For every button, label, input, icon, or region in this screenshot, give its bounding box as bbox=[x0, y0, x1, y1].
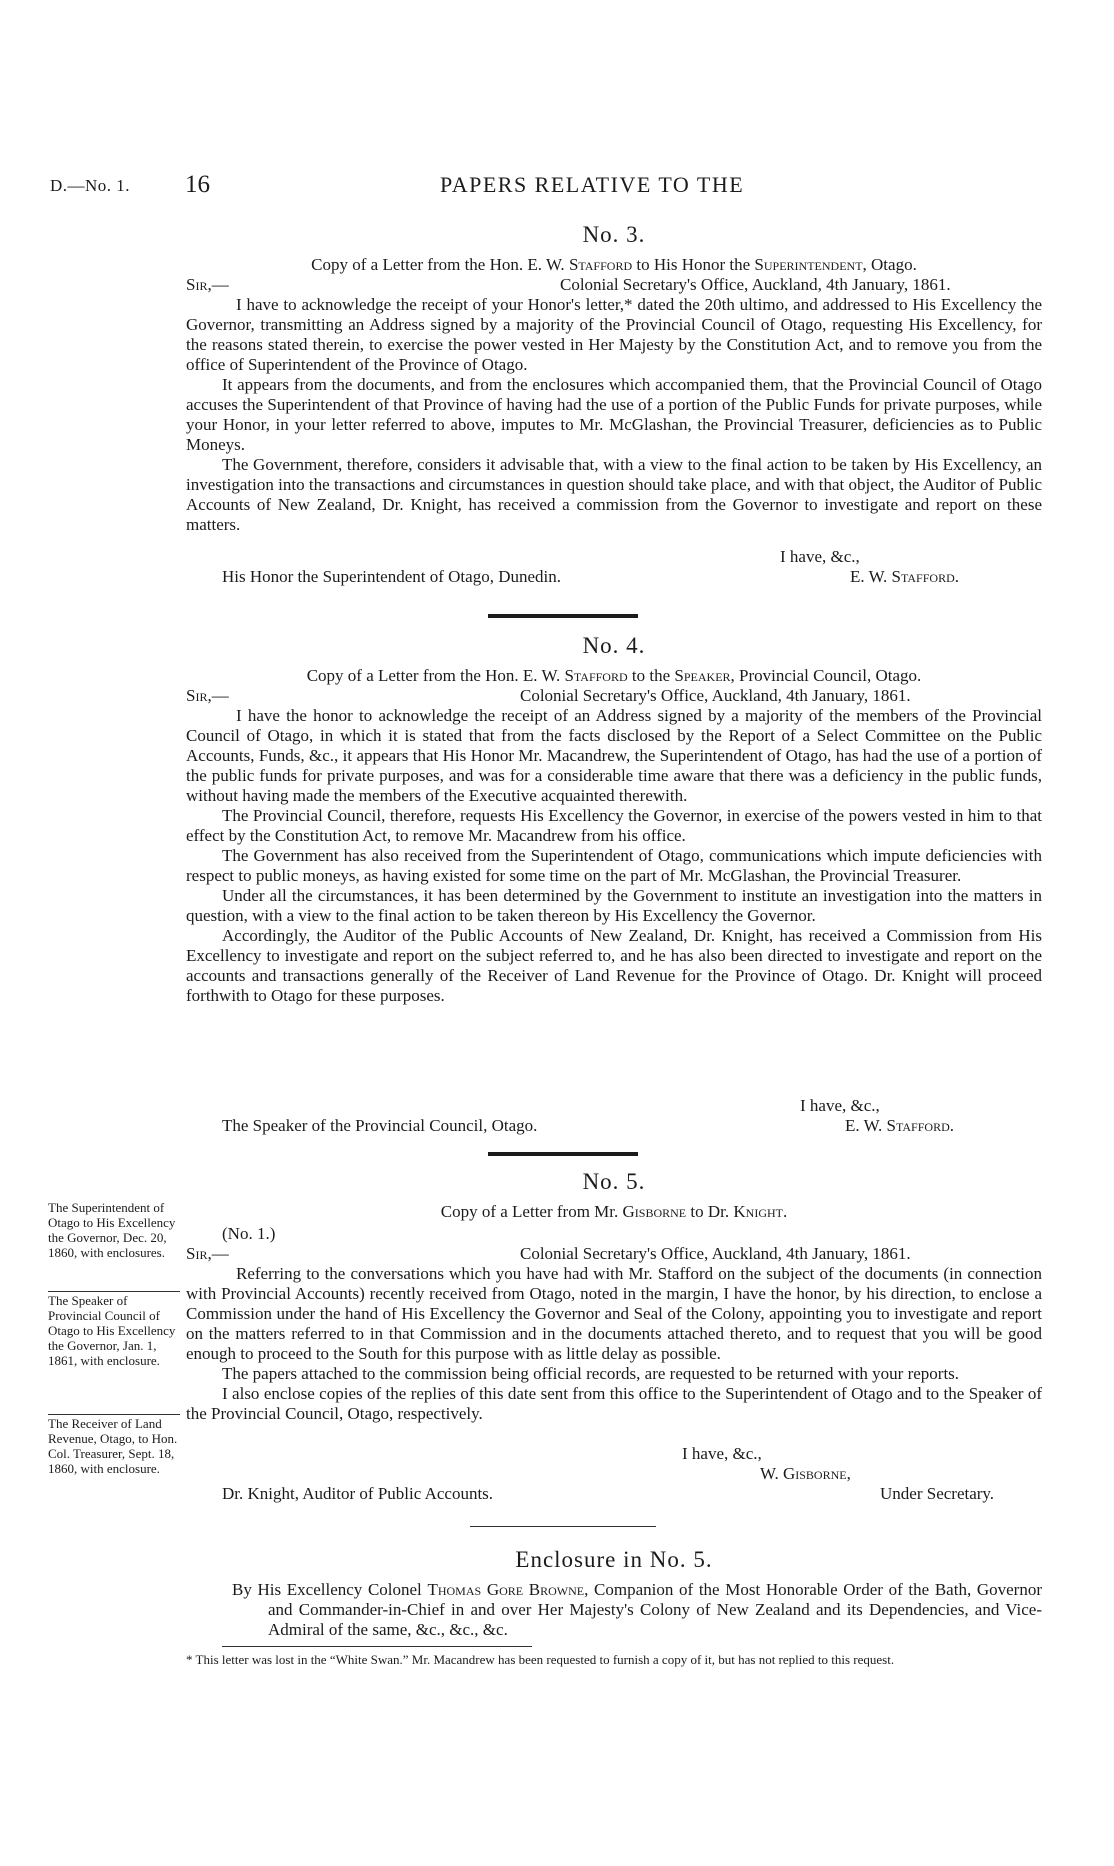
letter-5-body bbox=[186, 1264, 1042, 1424]
letter-4-closing: I have, &c., bbox=[800, 1096, 880, 1115]
paragraph: The papers attached to the commission being official records, are requested to be returned with your reports. bbox=[222, 1364, 960, 1383]
document-reference: D.—No. 1. bbox=[50, 176, 131, 195]
letter-3-address: Colonial Secretary's Office, Auckland, 4th January, 1861. bbox=[560, 275, 951, 294]
paragraph: The Government has also received from the Superintendent of Otago, communications which impute deficiencies with respect to public moneys, as having existed for some time on the part of Mr. McGlashan, the Provincial Treasurer. bbox=[186, 846, 1042, 885]
letter-4-caption: Copy of a Letter from the Hon. E. W. Stafford to the Speaker, Provincial Council, Otago. bbox=[306, 666, 922, 685]
letter-5-caption: Copy of a Letter from Mr. Gisborne to Dr. Knight. bbox=[440, 1202, 788, 1221]
paragraph: Under all the circumstances, it has been determined by the Government to institute an investigation into the matters in question, with a view to the final action to be taken thereon by His Excellency the Governor. bbox=[186, 886, 1042, 925]
margin-note: The Receiver of Land Revenue, Otago, to Hon. Col. Treasurer, Sept. 18, 1860, with enclosure. bbox=[48, 1416, 178, 1476]
footnote: * This letter was lost in the “White Swan.” Mr. Macandrew has been requested to furnish a copy of it, but has not replied to this request. bbox=[186, 1652, 895, 1667]
letter-5-heading: No. 5. bbox=[582, 1169, 646, 1194]
paragraph: I also enclose copies of the replies of this date sent from this office to the Superintendent of Otago and to the Speaker of the Provincial Council, Otago, respectively. bbox=[186, 1384, 1042, 1423]
section-divider bbox=[488, 1152, 638, 1156]
letter-4-body bbox=[186, 706, 1042, 1006]
paragraph: Referring to the conversations which you have had with Mr. Stafford on the subject of the documents (in connection with Provincial Accounts) recently received from Otago, noted in the margin, I have the honor, by his direction, to enclose a Commission under the hand of His Excellency the Governor and Seal of the Colony, appointing you to investigate and report on the matters referred to in that Commission and in the documents attached thereto, and to request that you will be good enough to proceed to the South for this purpose with as little delay as possible. bbox=[186, 1264, 1042, 1363]
letter-3-closing: I have, &c., bbox=[780, 547, 860, 566]
letter-4-salutation: Sir,— bbox=[186, 686, 229, 705]
letter-3-heading: No. 3. bbox=[582, 222, 646, 247]
enclosure-text: By His Excellency Colonel Thomas Gore Browne, Companion of the Most Honorable Order of the Bath, Governor and Commander-in-Chief in and over Her Majesty's Colony of New Zealand and its Dependencies, and Vice-Admiral of the same, &c., &c., &c. bbox=[232, 1580, 1042, 1639]
margin-note: The Superintendent of Otago to His Excellency the Governor, Dec. 20, 1860, with enclosures. bbox=[48, 1200, 176, 1260]
letter-4-address: Colonial Secretary's Office, Auckland, 4th January, 1861. bbox=[520, 686, 911, 705]
letter-5-closing: I have, &c., bbox=[682, 1444, 762, 1463]
running-title: PAPERS RELATIVE TO THE bbox=[440, 172, 745, 197]
letter-5-addressee: Dr. Knight, Auditor of Public Accounts. bbox=[222, 1484, 494, 1503]
letter-5-signature: W. Gisborne, bbox=[760, 1464, 851, 1483]
paragraph: The Provincial Council, therefore, requests His Excellency the Governor, in exercise of the powers vested in him to that effect by the Constitution Act, to remove Mr. Macandrew from his office. bbox=[186, 806, 1042, 845]
enclosure-heading: Enclosure in No. 5. bbox=[515, 1547, 713, 1572]
margin-divider bbox=[48, 1291, 180, 1292]
margin-note: The Speaker of Provincial Council of Otago to His Excellency the Governor, Jan. 1, 1861, with enclosure. bbox=[48, 1293, 176, 1368]
paragraph: It appears from the documents, and from the enclosures which accompanied them, that the Provincial Council of Otago accuses the Superintendent of that Province of having had the use of a portion of the Public Funds for private purposes, while your Honor, in your letter referred to above, imputes to Mr. McGlashan, the Provincial Treasurer, deficiencies as to Public Moneys. bbox=[186, 375, 1042, 454]
letter-4-signature: E. W. Stafford. bbox=[845, 1116, 954, 1135]
letter-5-salutation: Sir,— bbox=[186, 1244, 229, 1263]
letter-4-heading: No. 4. bbox=[582, 633, 646, 658]
letter-5-title: Under Secretary. bbox=[880, 1484, 995, 1503]
page-number: 16 bbox=[185, 171, 210, 198]
footnote-rule bbox=[222, 1646, 532, 1647]
letter-5-reference: (No. 1.) bbox=[222, 1224, 276, 1243]
letter-4-addressee: The Speaker of the Provincial Council, Otago. bbox=[222, 1116, 538, 1135]
section-divider bbox=[488, 614, 638, 618]
letter-3-salutation: Sir,— bbox=[186, 275, 229, 294]
paragraph: Accordingly, the Auditor of the Public Accounts of New Zealand, Dr. Knight, has received a Commission from His Excellency to investigate and report on the subject referred to, and he has also been directed to investigate and report on the accounts and transactions generally of the Receiver of Land Revenue for the Province of Otago. Dr. Knight will proceed forthwith to Otago for these purposes. bbox=[186, 926, 1042, 1005]
paragraph: I have the honor to acknowledge the receipt of an Address signed by a majority of the members of the Provincial Council of Otago, in which it is stated that from the facts disclosed by the Report of a Select Committee on the Public Accounts, Funds, &c., it appears that His Honor Mr. Macandrew, the Superintendent of Otago, has had the use of a portion of the public funds for private purposes, and was for a considerable time aware that there was a deficiency in the public funds, without having made the members of the Executive acquainted therewith. bbox=[186, 706, 1042, 805]
letter-3-addressee: His Honor the Superintendent of Otago, Dunedin. bbox=[222, 567, 561, 586]
margin-divider bbox=[48, 1414, 180, 1415]
letter-3-body bbox=[186, 295, 1042, 535]
section-divider bbox=[470, 1526, 656, 1527]
paragraph: I have to acknowledge the receipt of your Honor's letter,* dated the 20th ultimo, and addressed to His Excellency the Governor, transmitting an Address signed by a majority of the Provincial Council of Otago, requesting His Excellency, for the reasons stated therein, to exercise the power vested in Her Majesty by the Constitution Act, and to remove you from the office of Superintendent of the Province of Otago. bbox=[186, 295, 1042, 374]
letter-5-address: Colonial Secretary's Office, Auckland, 4th January, 1861. bbox=[520, 1244, 911, 1263]
letter-3-signature: E. W. Stafford. bbox=[850, 567, 959, 586]
letter-3-caption: Copy of a Letter from the Hon. E. W. Stafford to His Honor the Superintendent, Otago. bbox=[311, 255, 917, 274]
paragraph: The Government, therefore, considers it advisable that, with a view to the final action to be taken by His Excellency, an investigation into the transactions and circumstances in question should take place, and with that object, the Auditor of Public Accounts of New Zealand, Dr. Knight, has received a commission from the Governor to investigate and report on these matters. bbox=[186, 455, 1042, 534]
